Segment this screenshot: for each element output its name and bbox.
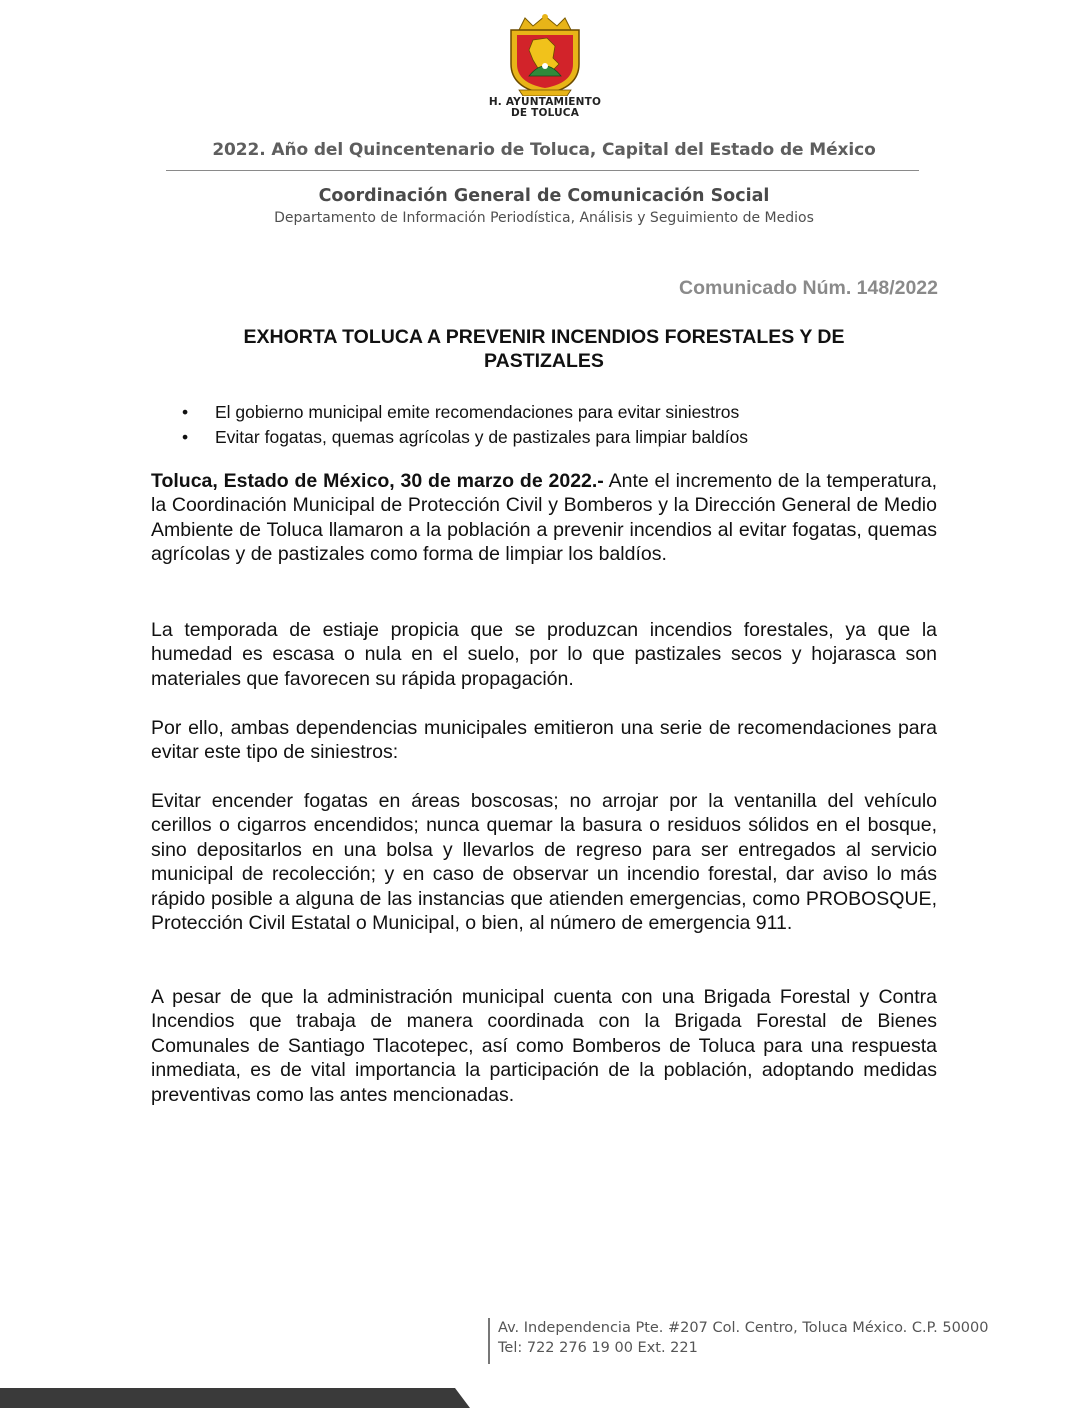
bullet-text: El gobierno municipal emite recomendaciones para evitar siniestros xyxy=(215,402,740,422)
logo-caption-line2: DE TOLUCA xyxy=(510,107,580,119)
department-subtitle: Departamento de Información Periodística, Análisis y Seguimiento de Medios xyxy=(274,210,814,226)
footer-divider xyxy=(488,1318,490,1364)
summary-bullets xyxy=(182,400,748,449)
body-paragraph-4: Evitar encender fogatas en áreas boscosas; no arrojar por la ventanilla del vehículo cerillos o cigarros encendidos; nunca quemar la basura o residuos sólidos en el bosque, sino depositarlos en una bolsa y llevarlos de regreso para ser entregados al servicio municipal de recolección; y en caso de observar un incendio forestal, dar aviso lo más rápido posible a alguna de las instancias que atienden emergencias, como PROBOSQUE, Protección Civil Estatal o Municipal, o bien, al número de emergencia 911. xyxy=(151,790,937,935)
paragraph-1-text: Ante el incremento de la temperatura, la Coordinación Municipal de Protección Civil y Bomberos y la Dirección General de Medio Ambiente de Toluca llamaron a la población a prevenir incendios al evitar fogatas, quemas agrícolas y de pastizales como forma de limpiar los baldíos. xyxy=(151,470,937,566)
headline-line1: EXHORTA TOLUCA A PREVENIR INCENDIOS FORESTALES Y DE xyxy=(243,326,845,348)
headline xyxy=(170,325,918,373)
shield-icon xyxy=(489,14,601,96)
logo-caption-line1: H. AYUNTAMIENTO xyxy=(488,96,602,108)
year-motto: 2022. Año del Quincentenario de Toluca, Capital del Estado de México xyxy=(212,140,876,160)
header-divider xyxy=(166,170,919,171)
department-title: Coordinación General de Comunicación Social xyxy=(318,186,770,206)
body-paragraph-3: Por ello, ambas dependencias municipales emitieron una serie de recomendaciones para evitar este tipo de siniestros: xyxy=(151,717,937,764)
communique-number: Comunicado Núm. 148/2022 xyxy=(678,277,938,299)
bullet-text: Evitar fogatas, quemas agrícolas y de pastizales para limpiar baldíos xyxy=(215,426,749,447)
headline-line2: PASTIZALES xyxy=(484,350,604,372)
bullet-icon: • xyxy=(182,402,189,422)
footer-address: Av. Independencia Pte. #207 Col. Centro, Toluca México. C.P. 50000 xyxy=(498,1320,989,1336)
body-paragraph-5: A pesar de que la administración municipal cuenta con una Brigada Forestal y Contra Incendios que trabaja de manera coordinada con la Brigada Forestal de Bienes Comunales de Santiago Tlacotepec, así como Bomberos de Toluca para una respuesta inmediata, es de vital importancia la participación de la población, adoptando medidas preventivas como las antes mencionadas. xyxy=(151,986,937,1106)
footer-phone: Tel: 722 276 19 00 Ext. 221 xyxy=(498,1340,698,1356)
bullet-item xyxy=(182,425,748,450)
body-paragraph-1 xyxy=(151,469,937,567)
footer-bar xyxy=(0,1388,470,1408)
bullet-icon: • xyxy=(182,426,189,447)
bullet-item xyxy=(182,400,748,425)
dateline: Toluca, Estado de México, 30 de marzo de 2022.- xyxy=(151,470,604,492)
body-paragraph-2: La temporada de estiaje propicia que se produzcan incendios forestales, ya que la humedad es escasa o nula en el suelo, por lo que pastizales secos y hojarasca son materiales que favorecen su rápida propagación. xyxy=(151,619,937,690)
